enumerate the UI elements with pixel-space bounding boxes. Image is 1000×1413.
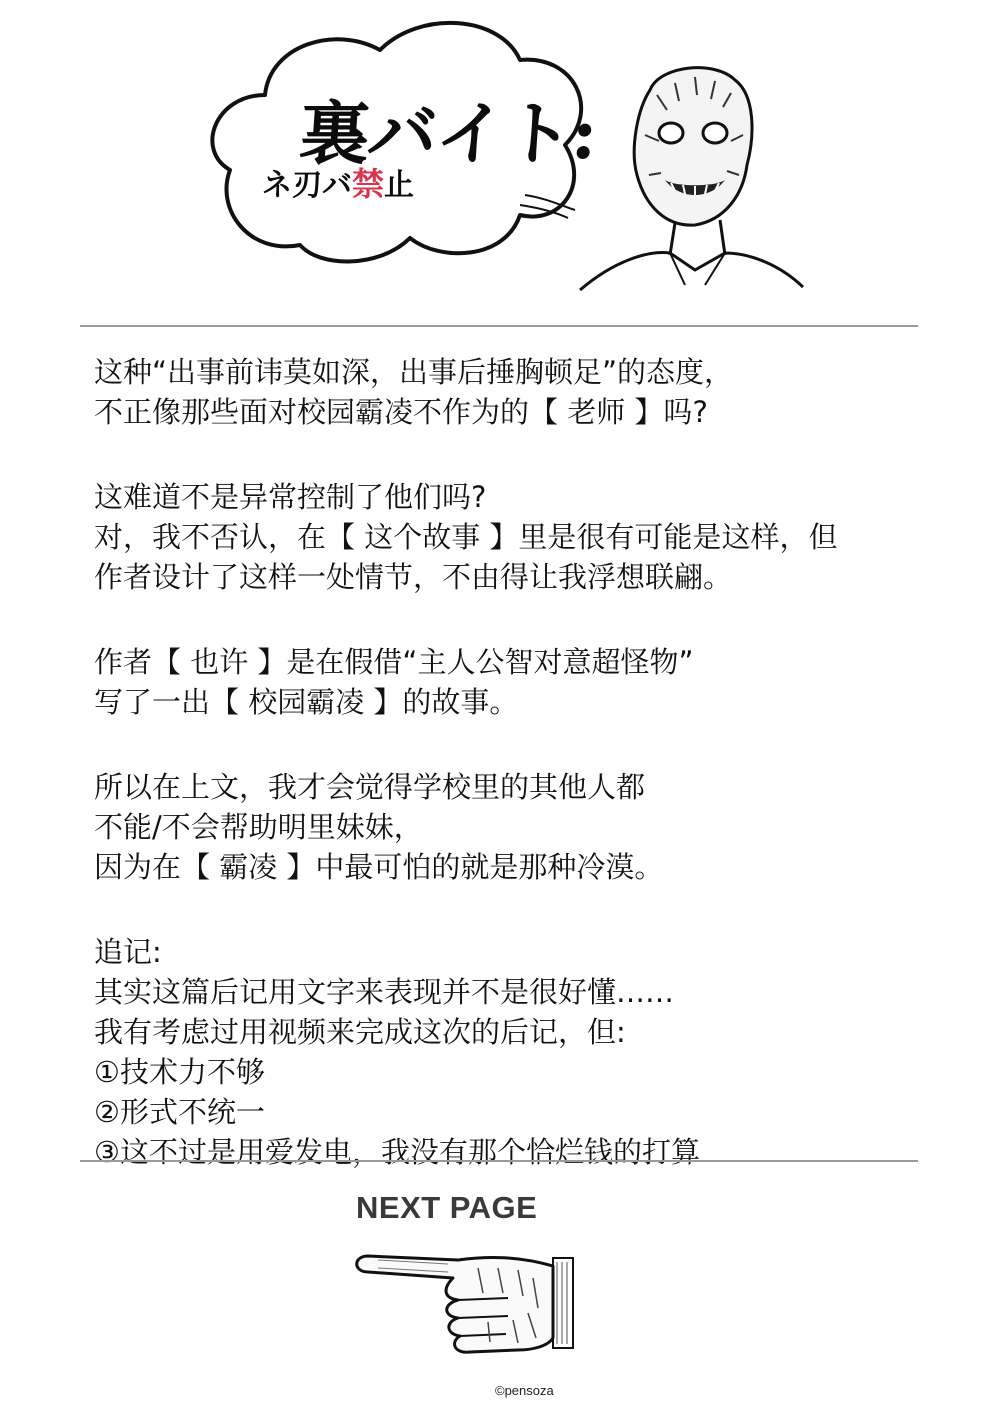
paragraph: [94, 477, 934, 597]
paragraph: [94, 352, 934, 432]
text-line: 写了一出【 校园霸凌 】的故事。: [94, 685, 519, 719]
paragraph: [94, 767, 934, 887]
text-line: 作者设计了这样一处情节，不由得让我浮想联翩。: [94, 560, 733, 594]
bottom-divider: [80, 1160, 918, 1162]
logo-title: 裏バイト:: [296, 92, 599, 175]
logo-subtitle-main: ネ刃バ: [262, 168, 352, 203]
header: [0, 0, 1000, 320]
text-line: 不能/不会帮助明里妹妹，: [94, 810, 423, 844]
text-line: 所以在上文，我才会觉得学校里的其他人都: [94, 770, 646, 804]
top-divider: [80, 325, 918, 327]
pointing-hand-icon: [348, 1238, 578, 1378]
next-page-label: NEXT PAGE: [356, 1190, 538, 1225]
text-line: 不正像那些面对校园霸凌不作为的【 老师 】吗?: [94, 395, 708, 429]
text-line: ②形式不统一: [94, 1095, 265, 1129]
zombie-figure-icon: [575, 55, 805, 295]
text-line: ③这不过是用爱发电，我没有那个恰烂钱的打算: [94, 1135, 700, 1169]
text-line: 这种“出事前讳莫如深，出事后捶胸顿足”的态度，: [94, 355, 734, 389]
afterword-text: [94, 352, 934, 1217]
text-line: 这难道不是异常控制了他们吗?: [94, 480, 487, 514]
logo-subtitle-red: 禁: [352, 165, 385, 203]
text-line: 对，我不否认，在【 这个故事 】里是很有可能是这样，但: [94, 520, 838, 554]
copyright-text: ©pensoza: [495, 1383, 554, 1398]
text-line: 作者【 也许 】是在假借“主人公智对意超怪物”: [94, 645, 694, 679]
text-line: 追记:: [94, 935, 162, 969]
text-line: ①技术力不够: [94, 1055, 265, 1089]
text-line: 其实这篇后记用文字来表现并不是很好懂……: [94, 975, 675, 1009]
paragraph: [94, 642, 934, 722]
paragraph: [94, 932, 934, 1172]
text-line: 因为在【 霸凌 】中最可怕的就是那种冷漠。: [94, 850, 664, 884]
logo-subtitle: [262, 158, 414, 205]
text-line: 我有考虑过用视频来完成这次的后记，但:: [94, 1015, 626, 1049]
logo-subtitle-end: 止: [384, 168, 415, 203]
